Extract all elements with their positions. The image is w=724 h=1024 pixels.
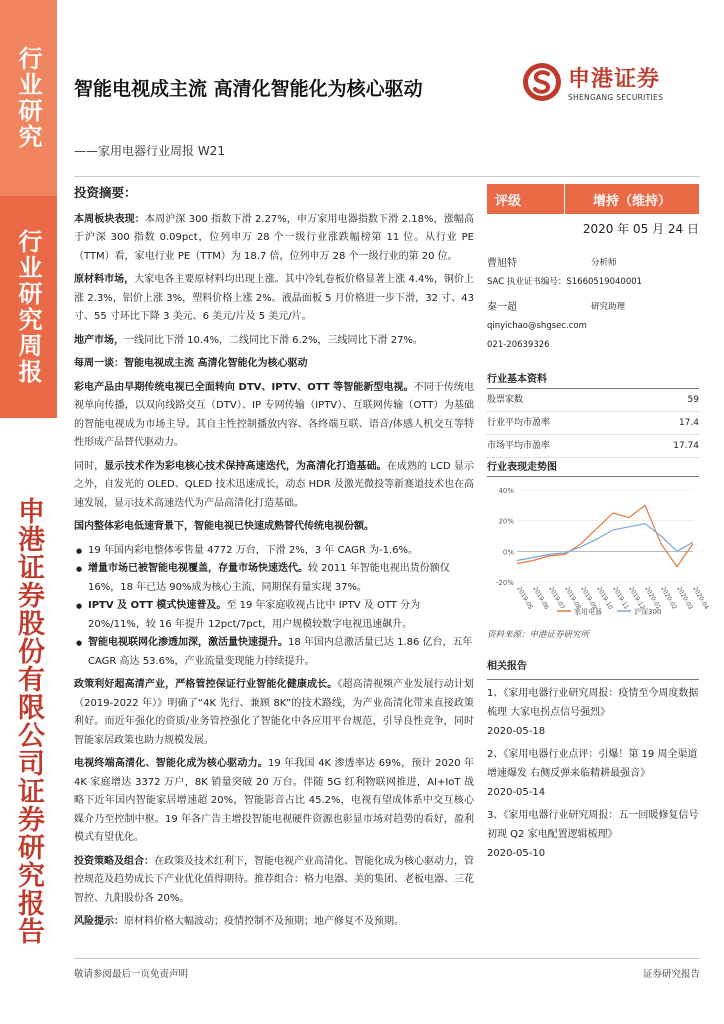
x-tick-label: 2019-07 — [547, 585, 566, 611]
sidebar-section-weekly — [0, 196, 57, 418]
analyst-cert: SAC 执业证书编号：S1660519040001 — [487, 277, 643, 287]
related-reports — [487, 657, 699, 863]
policy-paragraph — [74, 676, 474, 750]
report-date: 2020-05-14 — [487, 787, 546, 798]
x-tick-label: 2019-06 — [531, 585, 550, 611]
paragraph-text: 原材料价格大幅波动；疫情控制不及预期；地产修复不及预期。 — [124, 916, 404, 927]
rating-label: 评级 — [487, 184, 565, 214]
raw-material-paragraph — [74, 271, 474, 327]
sidebar-section-company — [0, 418, 57, 1024]
analyst-role: 研究助理 — [591, 302, 626, 312]
report-title: 1、《家用电器行业研究周报：疫情至今周度数据梳理 大家电拐点信号强烈》 — [487, 688, 699, 718]
report-date: 2020-05-10 — [487, 848, 546, 859]
y-tick-label: 0% — [502, 548, 514, 557]
sidebar-label: 行业研究周报 — [14, 229, 43, 385]
list-item — [74, 634, 474, 671]
weekly-topic: 每周一谈：智能电视成主流 高清化智能化为核心驱动 — [74, 358, 308, 369]
legend-label: 家用电器 — [574, 608, 602, 616]
trend-section — [487, 458, 699, 477]
list-item — [74, 597, 474, 634]
list-item — [74, 542, 474, 561]
key-points-list — [74, 542, 474, 672]
report-date: 2020-05-18 — [487, 726, 546, 737]
paragraph-text: 本周沪深 300 指数下滑 2.27%，申万家用电器指数下滑 2.18%，涨幅高于沪深 300 指数 0.09pct，位列申万 28 个一级行业涨跌幅榜第 11 位。从行业 PE（TTM）看，家电行业 PE（TTM）为 18.7 倍，位列申万 28 个一级行业的第 20 位。 — [74, 213, 474, 262]
paragraph-text: 19 年我国 4K 渗透率达 69%，预计 2020 年 4K 家庭增达 3372 万户，8K 销量突破 20 万台。伴随 5G 红利物联网推进，AI+IoT 战略下近年国内智能家居增速超 20%，智能影音占比 45.2%，电视有望成体系中交互核心媒介乃至控制中枢。19 年各广告主增投智能电视硬件资源也彰显市场对趋势的看好，盈利模式有望优化。 — [74, 758, 474, 843]
terminal-paragraph — [74, 755, 474, 848]
x-tick-label: 2020-04 — [691, 585, 710, 611]
industry-basics — [487, 370, 699, 458]
paragraph-label: 原材料市场， — [74, 274, 135, 285]
paragraph-text: 同时， — [74, 460, 105, 472]
risk-paragraph — [74, 913, 474, 932]
paragraph-label: 本周板块表现： — [74, 213, 145, 225]
company-logo — [522, 62, 663, 102]
row-value: 59 — [687, 395, 699, 405]
x-tick-label: 2020-01 — [643, 585, 662, 611]
section-heading: 行业基本资料 — [487, 370, 699, 389]
list-item-bold: IPTV 及 OTT 模式快速普及。 — [88, 600, 227, 611]
paragraph-text: 一线同比下滑 10.4%，二线同比下滑 6.2%，三线同比下滑 27%。 — [124, 334, 423, 346]
y-tick-label: -20% — [495, 579, 514, 587]
section-heading: 相关报告 — [487, 657, 699, 680]
x-tick-label: 2020-03 — [675, 585, 694, 611]
sidebar-label: 申港证券股份有限公司证券研究报告 — [13, 497, 44, 945]
real-estate-paragraph — [74, 332, 474, 351]
sidebar — [0, 0, 57, 1024]
analyst-email[interactable]: qinyichao@shgsec.com — [487, 321, 587, 331]
list-item-bold: 智能电视联网化渗透加深，激活量快速提升。 — [88, 637, 288, 648]
paragraph-text: 在成熟的 LCD 显示之外，自发光的 OLED、QLED 技术迅速成长，动态 HDR 及激光微投等新赛道技术也在高速发展，显示技术高速迭代为产品高清化打造基础。 — [74, 460, 475, 509]
series-line — [517, 524, 693, 561]
y-tick-label: 40% — [498, 487, 514, 495]
trend-chart-svg — [487, 484, 710, 622]
abstract-body — [74, 184, 474, 937]
divider — [74, 176, 700, 177]
paragraph-label: 风险提示： — [74, 916, 124, 927]
analyst-name: 秦一超 — [487, 302, 517, 313]
page-title: 智能电视成主流 高清化智能化为核心驱动 — [74, 78, 423, 100]
rating-value: 增持（维持） — [592, 193, 671, 209]
paragraph-text: 在政策及技术红利下，智能电视产业高清化、智能化成为核心驱动力，管控规范及趋势成长下产业优化值得期待。推荐组合：格力电器、美的集团、老板电器、三花智控、九阳股份各 20%。 — [74, 855, 474, 904]
x-tick-label: 2019-08 — [563, 585, 582, 611]
paragraph-bold: 彩电产品由早期传统电视已全面转向 DTV、IPTV、OTT 等智能新型电视。 — [74, 381, 414, 393]
paragraph-label: 投资策略及组合： — [74, 855, 154, 867]
paragraph-bold: 电视终端高清化、智能化成为核心驱动力。 — [74, 758, 269, 769]
sidebar-section-industry-research — [0, 0, 57, 196]
paragraph-label: 地产市场， — [74, 334, 124, 346]
table-row — [487, 435, 699, 458]
weekly-performance-paragraph — [74, 211, 474, 267]
analyst-name: 曹旭特 — [487, 258, 517, 269]
x-tick-label: 2019-12 — [627, 585, 646, 611]
row-label: 行业平均市盈率 — [487, 418, 551, 428]
list-item-text: 至 19 年家庭收视占比中 IPTV 及 OTT 分为 20%/11%，较 16 年提升 12pct/7pct，用户规模较数字电视迅速飙升。 — [88, 600, 421, 630]
list-item-bold: 增量市场已被智能电视覆盖，存量市场快速迭代。 — [88, 563, 308, 574]
divider — [74, 958, 700, 959]
analyst-phone: 021-20639326 — [487, 340, 550, 350]
row-value: 17.4 — [678, 418, 699, 428]
strategy-paragraph — [74, 853, 474, 909]
legend-label: 沪深300 — [634, 608, 662, 616]
report-title: 2、《家用电器行业点评：引爆！第 19 周全渠道增速爆发 右侧反弹来临精耕最强音》 — [487, 749, 698, 779]
sidebar-label: 行业研究 — [14, 46, 43, 150]
paragraph-text: 大家电各主要原材料均出现上涨。其中冷轧卷板价格显著上涨 4.4%，铜价上涨 2.3%，铝价上涨 3%，塑料价格上涨 2%。液晶面板 5 月价格进一步下滑，32 寸、43 寸、55 寸环比下降 3 美元、6 美元/片及 5 美元/片。 — [74, 274, 475, 322]
list-item-text: 18 年国内总激活量已达 1.86 亿台，五年 CAGR 高达 53.6%，产业流量变现能力持续提升。 — [88, 637, 473, 667]
abstract-heading: 投资摘要： — [74, 185, 137, 200]
page-subtitle: ——家用电器行业周报 W21 — [74, 144, 225, 158]
related-report-item[interactable] — [487, 684, 699, 741]
logo-mark-icon — [522, 62, 562, 102]
footer-disclaimer: 敬请参阅最后一页免责声明 — [74, 969, 189, 980]
row-value: 17.74 — [673, 441, 699, 451]
list-item-text: 19 年国内彩电整体零售量 4772 万台，下滑 2%，3 年 CAGR 为-1.6%。 — [88, 544, 419, 556]
section-heading: 行业表现走势图 — [487, 458, 699, 477]
related-report-item[interactable] — [487, 745, 699, 802]
list-item-text: 较 2011 年智能电视出货份额仅 16%，18 年已达 90%成为核心主流，同期保有量实现 37%。 — [88, 563, 450, 593]
related-report-item[interactable] — [487, 806, 699, 863]
paragraph-text: 《超高清视频产业发展行动计划（2019-2022 年）》明确了“4K 先行、兼顾 8K”的技术路线，为产业高清化带来直接政策利好。而近年强化的资质/业务管控强化了智能化中各应用平台规范，引导良性竞争，同时智能家居政策也助力规模发展。 — [74, 679, 475, 746]
x-tick-label: 2020-02 — [659, 585, 678, 611]
market-background: 国内整体彩电低速背景下，智能电视已快速成熟替代传统电视份额。 — [74, 521, 374, 532]
report-title: 3、《家用电器行业研究周报：五一回暖修复信号初现 Q2 家电配置逻辑梳理》 — [487, 810, 699, 840]
x-tick-label: 2019-10 — [595, 585, 614, 611]
series-line — [517, 505, 693, 566]
trend-chart — [487, 484, 710, 622]
analyst-info — [487, 254, 699, 355]
x-tick-label: 2019-05 — [515, 585, 534, 611]
paragraph-bold: 显示技术作为彩电核心技术保持高速迭代，为高清化打造基础。 — [104, 460, 387, 472]
x-tick-label: 2019-09 — [579, 585, 598, 611]
footer-label: 证券研究报告 — [642, 969, 700, 980]
list-item — [74, 560, 474, 597]
analyst-role: 分析师 — [591, 258, 617, 268]
row-label: 市场平均市盈率 — [487, 441, 551, 451]
table-row — [487, 389, 699, 412]
row-label: 股票家数 — [487, 395, 524, 405]
paragraph-text: 不同于传统电视单向传播，以双向线路交互（DTV）、IP 专网传输（IPTV）、互联网传输（OTT）为基础的智能电视成为市场主导。其自主性控制播放内容、各终端互联、语音/体感人机交互等特性形成产品替代驱动力。 — [74, 381, 474, 448]
report-date: 2020 年 05 月 24 日 — [582, 222, 699, 236]
table-row — [487, 412, 699, 435]
x-tick-label: 2019-11 — [611, 585, 630, 611]
logo-english: SHENGANG SECURITIES — [568, 93, 664, 102]
smart-tv-paragraph — [74, 379, 474, 453]
y-tick-label: 20% — [498, 517, 514, 526]
rating-box — [487, 184, 699, 214]
paragraph-bold: 政策利好超高清产业，严格管控保证行业智能化健康成长。 — [74, 679, 338, 690]
logo-name: 申港证券 — [568, 67, 661, 92]
chart-source: 资料来源：申港证券研究所 — [487, 630, 590, 640]
display-tech-paragraph — [74, 458, 474, 514]
